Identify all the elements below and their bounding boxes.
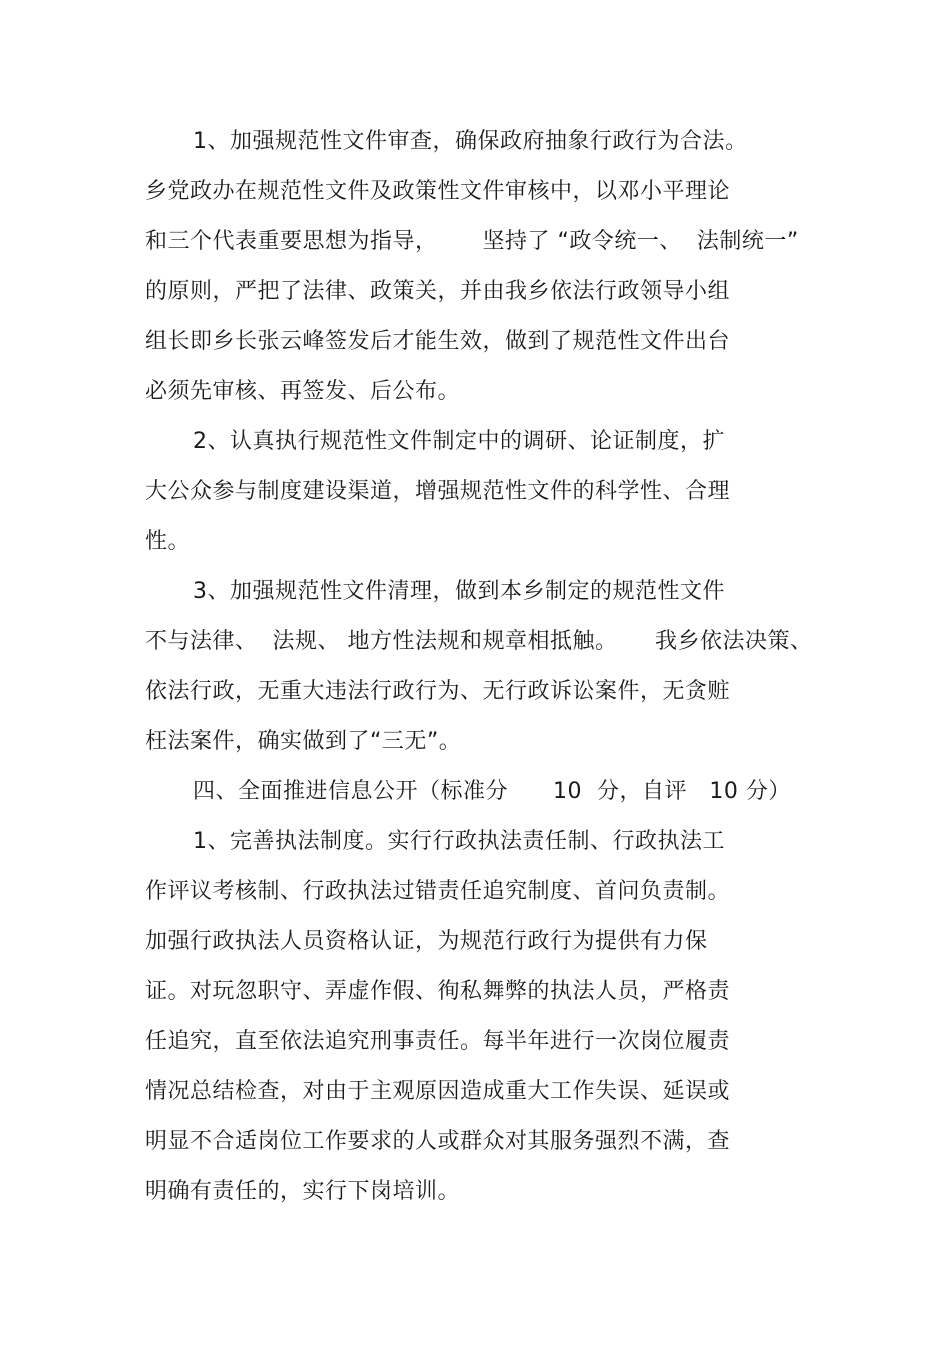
paragraph-3-line-2: 不与法律、 法规、 地方性法规和规章相抵触。 我乡依法决策、 [145, 629, 813, 654]
paragraph-1-line-1: 1、加强规范性文件审查，确保政府抽象行政行为合法。 [193, 129, 748, 154]
paragraph-4-line-5: 任追究，直至依法追究刑事责任。每半年进行一次岗位履责 [145, 1029, 731, 1054]
paragraph-4-line-2: 作评议考核制、行政执法过错责任追究制度、首问负责制。 [145, 879, 731, 904]
paragraph-4-line-4: 证。对玩忽职守、弄虚作假、徇私舞弊的执法人员，严格责 [145, 979, 731, 1004]
paragraph-1-line-2: 乡党政办在规范性文件及政策性文件审核中，以邓小平理论 [145, 179, 731, 204]
paragraph-4-line-7: 明显不合适岗位工作要求的人或群众对其服务强烈不满，查 [145, 1129, 731, 1154]
paragraph-2-line-2: 大公众参与制度建设渠道，增强规范性文件的科学性、合理 [145, 479, 731, 504]
paragraph-3-line-4: 枉法案件，确实做到了“三无”。 [145, 729, 462, 754]
paragraph-2-line-3: 性。 [145, 529, 191, 554]
paragraph-4-line-3: 加强行政执法人员资格认证，为规范行政行为提供有力保 [145, 929, 708, 954]
section-heading: 四、全面推进信息公开（标准分 10 分，自评 10 分） [193, 779, 791, 804]
paragraph-3-line-1: 3、加强规范性文件清理，做到本乡制定的规范性文件 [193, 579, 725, 604]
paragraph-1-line-6: 必须先审核、再签发、后公布。 [145, 379, 461, 404]
paragraph-1-line-4: 的原则，严把了法律、政策关，并由我乡依法行政领导小组 [145, 279, 731, 304]
paragraph-3-line-3: 依法行政，无重大违法行政行为、无行政诉讼案件，无贪赃 [145, 679, 731, 704]
paragraph-1-line-5: 组长即乡长张云峰签发后才能生效，做到了规范性文件出台 [145, 329, 731, 354]
paragraph-4-line-1: 1、完善执法制度。实行行政执法责任制、行政执法工 [193, 829, 725, 854]
paragraph-4-line-8: 明确有责任的，实行下岗培训。 [145, 1179, 461, 1204]
paragraph-1-line-3: 和三个代表重要思想为指导， 坚持了 “政令统一、 法制统一” [145, 229, 799, 254]
paragraph-4-line-6: 情况总结检查，对由于主观原因造成重大工作失误、延误或 [145, 1079, 731, 1104]
paragraph-2-line-1: 2、认真执行规范性文件制定中的调研、论证制度，扩 [193, 429, 725, 454]
